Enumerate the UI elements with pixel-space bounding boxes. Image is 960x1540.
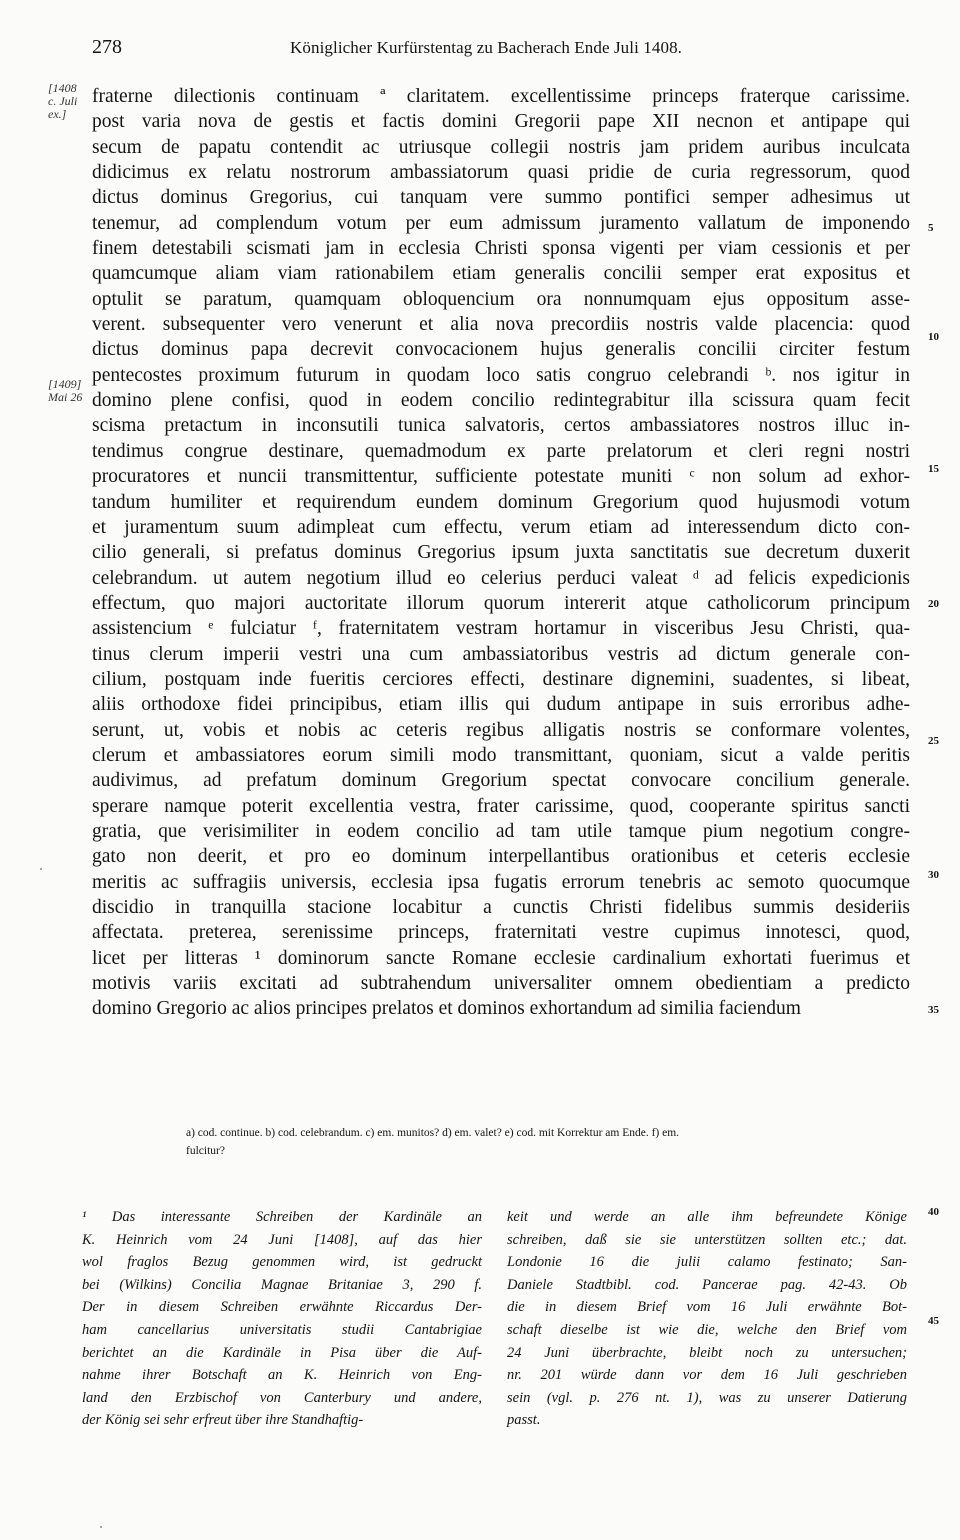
text-line: serunt, ut, vobis et nobis ac ceteris regibus alligatis nostris se conformare volentes, bbox=[92, 719, 910, 741]
text-line: sperare namque poterit excellentia vestra, frater carissime, quod, cooperante spiritus sancti bbox=[92, 795, 910, 817]
margin-note-line: [1408 bbox=[48, 81, 77, 95]
footnote-line: bei (Wilkins) Concilia Magnae Britaniae 3, 290 f. bbox=[82, 1276, 482, 1293]
page-header bbox=[92, 36, 910, 64]
footnote-line: nahme ihrer Botschaft an K. Heinrich von Eng- bbox=[82, 1367, 482, 1384]
text-line: dictus dominus papa decrevit convocacionem hujus generalis concilii circiter festum bbox=[92, 339, 910, 361]
footnote-line: ham cancellarius universitatis studii Cantabrigiae bbox=[82, 1321, 482, 1338]
margin-date-note bbox=[48, 82, 77, 121]
footnote-line: der König sei sehr erfreut über ihre Standhaftig- bbox=[82, 1412, 364, 1429]
text-line: cilium, postquam inde fueritis cerciores effecti, destinare dignemini, suadentes, si libeat, bbox=[92, 668, 910, 690]
text-line: dictus dominus Gregorius, cui tanquam vere summo pontifici semper adhesimus ut bbox=[92, 187, 910, 209]
text-line: domino Gregorio ac alios principes prelatos et dominos exhortandum ad similia faciendum bbox=[92, 998, 801, 1020]
text-line: optulit se paratum, quamquam obloquencium ora nonnumquam ejus oppositum asse- bbox=[92, 288, 910, 310]
line-number: 15 bbox=[928, 463, 939, 475]
footnote-line: berichtet an die Kardinäle in Pisa über die Auf- bbox=[82, 1344, 482, 1361]
text-line: post varia nova de gestis et factis domini Gregorii pape XII necnon et antipape qui bbox=[92, 111, 910, 133]
footnote-line: Der in diesem Schreiben erwähnte Riccardus Der- bbox=[82, 1299, 482, 1316]
footnote-line: K. Heinrich vom 24 Juni [1408], auf das hier bbox=[82, 1231, 482, 1248]
text-line: didicimus ex relatu nostrorum ambassiatorum quasi pridie de curia regressorum, quod bbox=[92, 162, 910, 184]
line-number: 40 bbox=[928, 1206, 939, 1218]
footnote-column-right bbox=[507, 1206, 907, 1432]
margin-date-note bbox=[48, 378, 82, 404]
text-line: motivis variis excitati ad subtrahendum universaliter omnem obedientiam a predicto bbox=[92, 973, 910, 995]
text-line: verent. subsequenter vero venerunt et alia nova precordiis nostris valde placencia: quod bbox=[92, 314, 910, 336]
margin-note-line: [1409] bbox=[48, 377, 82, 391]
variant-line: fulcitur? bbox=[186, 1145, 225, 1157]
footnote-line: Londonie 16 die julii calamo festinato; San- bbox=[507, 1254, 907, 1271]
footnote-line: ¹ Das interessante Schreiben der Kardinäle an bbox=[82, 1209, 482, 1225]
text-line: audivimus, ad prefatum dominum Gregorium spectat convocare concilium generale. bbox=[92, 770, 910, 792]
text-line: tendimus congrue destinare, quemadmodum ex parte prelatorum et cleri regni nostri bbox=[92, 440, 910, 462]
line-number: 25 bbox=[928, 735, 939, 747]
text-line: finem detestabili scismati jam in ecclesia Christi sponsa vigenti per viam cessionis et per bbox=[92, 238, 910, 260]
print-speck bbox=[40, 868, 42, 870]
text-line: tenemur, ad complendum votum per eum admissum juramento vallatum de imponendo bbox=[92, 212, 910, 234]
line-number: 5 bbox=[928, 222, 934, 234]
text-line: tandum humiliter et requirendum eundem dominum Gregorium quod hujusmodi votum bbox=[92, 491, 910, 513]
text-line: discidio in tranquilla stacione locabitur a cunctis Christi fidelibus summis desideriis bbox=[92, 897, 910, 918]
text-line: celebrandum. ut autem negotium illud eo celerius perduci valeat ᵈ ad felicis expedicionis bbox=[92, 567, 910, 589]
footnote-line: schreiben, daß sie sie unterstützen sollten etc.; dat. bbox=[507, 1231, 907, 1248]
footnote-line: passt. bbox=[507, 1412, 541, 1429]
text-line: secum de papatu contendit ac utriusque collegii nostris jam pridem auribus inculcata bbox=[92, 136, 910, 158]
text-line: tinus clerum imperii vestri una cum ambassiatoribus vestris ad dictum generale con- bbox=[92, 643, 910, 665]
text-line: licet per litteras ¹ dominorum sancte Romane ecclesie cardinalium exhortati fuerimus et bbox=[92, 947, 910, 969]
text-variants bbox=[186, 1124, 910, 1160]
footnote-line: die in diesem Brief vom 16 Juli erwähnte Bot- bbox=[507, 1299, 907, 1316]
footnote-line: keit und werde an alle ihm befreundete Könige bbox=[507, 1209, 907, 1225]
text-line: quamcumque aliam viam rationabilem etiam generalis concilii semper erat expositus et bbox=[92, 263, 910, 285]
footnote-line: nr. 201 würde dann vor dem 16 Juli geschrieben bbox=[507, 1367, 907, 1384]
footnote-line: 24 Juni überbrachte, bleibt noch zu untersuchen; bbox=[507, 1344, 907, 1361]
margin-note-line: c. Juli bbox=[48, 94, 78, 108]
text-line: pentecostes proximum futurum in quodam loco satis congruo celebrandi ᵇ. nos igitur in bbox=[92, 364, 910, 386]
text-line: effectum, quo majori auctoritate illorum quorum intererit atque catholicorum principum bbox=[92, 592, 910, 614]
footnote-line: land den Erzbischof von Canterbury und andere, bbox=[82, 1389, 482, 1406]
text-line: aliis orthodoxe fidei principibus, etiam illis qui dudum antipape in suis erroribus adhe- bbox=[92, 694, 910, 716]
running-head: Königlicher Kurfürstentag zu Bacherach Ende Juli 1408. bbox=[290, 38, 683, 57]
text-line: gato non deerit, et pro eo dominum interpellantibus orationibus et ceteris ecclesie bbox=[92, 846, 910, 868]
text-line: et juramentum suum adimpleat cum effectu, verum etiam ad interessendum dicto con- bbox=[92, 516, 910, 538]
text-line: fraterne dilectionis continuam ª claritatem. excellentissime princeps fraterque carissime. bbox=[92, 86, 910, 107]
variant-line: a) cod. continue. b) cod. celebrandum. c) em. munitos? d) em. valet? e) cod. mit Korrektur am Ende. f) em. bbox=[186, 1127, 680, 1139]
footnote-line: wol fraglos Bezug genommen wird, ist gedruckt bbox=[82, 1254, 482, 1271]
text-line: affectata. preterea, serenissime princeps, fraternitati vestre cupimus innotesci, quod, bbox=[92, 922, 910, 944]
text-line: clerum et ambassiatores eorum simili modo transmittant, quoniam, sicut a valde peritis bbox=[92, 744, 910, 766]
text-line: gratia, que verisimiliter in eodem concilio ad tam utile tamque pium negotium congre- bbox=[92, 820, 910, 842]
text-line: meritis ac suffragiis universis, ecclesia ipsa fugatis errorum tenebris ac semoto quocumque bbox=[92, 871, 910, 893]
footnote-line: Daniele Stadtbibl. cod. Pancerae pag. 42-43. Ob bbox=[507, 1276, 907, 1293]
line-number: 20 bbox=[928, 598, 939, 610]
margin-note-line: ex.] bbox=[48, 107, 67, 121]
line-number: 10 bbox=[928, 331, 939, 343]
text-line: cilio generali, si prefatus dominus Gregorius ipsum juxta sanctitatis sue decretum duxerit bbox=[92, 542, 910, 564]
footnote-column-left bbox=[82, 1206, 482, 1432]
footnote-line: schaft dieselbe ist wie die, welche den Brief vom bbox=[507, 1321, 907, 1338]
page-number: 278 bbox=[92, 36, 122, 58]
text-line: assistencium ᵉ fulciatur ᶠ, fraternitatem vestram hortamur in visceribus Jesu Christi, qua- bbox=[92, 618, 910, 640]
margin-note-line: Mai 26 bbox=[48, 390, 83, 404]
footnote-line: sein (vgl. p. 276 nt. 1), was zu unserer Datierung bbox=[507, 1389, 907, 1406]
text-line: procuratores et nuncii transmittentur, sufficiente potestate muniti ᶜ non solum ad exhor- bbox=[92, 466, 910, 488]
print-speck bbox=[100, 1526, 102, 1528]
main-text bbox=[92, 84, 910, 1022]
text-line: scisma pretactum in inconsutili tunica salvatoris, certos ambassiatores nostros illuc in- bbox=[92, 415, 910, 437]
line-number: 30 bbox=[928, 869, 939, 881]
line-number: 45 bbox=[928, 1315, 939, 1327]
line-number: 35 bbox=[928, 1004, 939, 1016]
text-line: domino plene confisi, quod in eodem concilio redintegrabitur illa scissura quam fecit bbox=[92, 390, 910, 412]
